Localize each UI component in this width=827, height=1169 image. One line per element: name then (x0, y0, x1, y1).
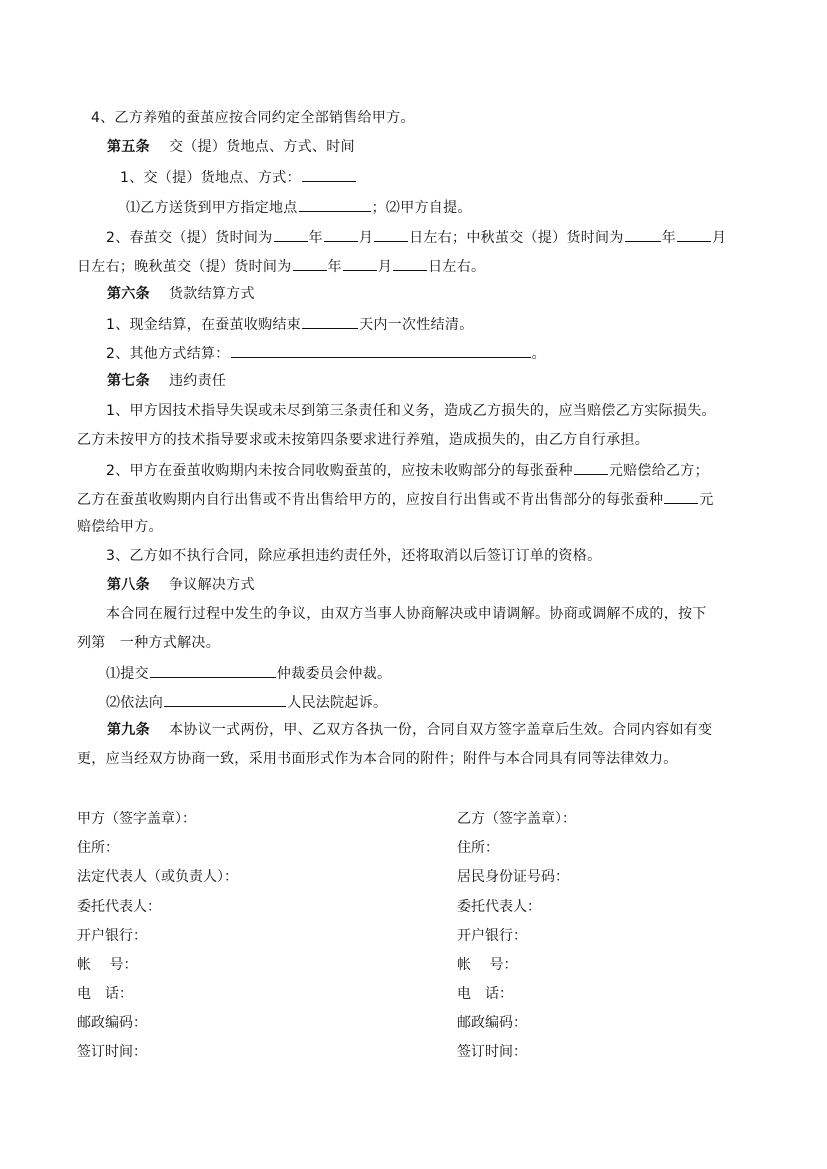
article-8-title: 第八条 (107, 577, 150, 593)
party-b-sign-label: 乙方（签字盖章）： (457, 811, 576, 827)
party-b-address-label: 住所： (457, 840, 499, 856)
article-5-item-2-line-2 (77, 256, 485, 276)
blank-field (393, 256, 427, 271)
article-8-heading (107, 576, 255, 594)
article-8-option-1 (106, 663, 391, 683)
blank-field (150, 663, 276, 678)
article-7-item-2-line-3 (77, 518, 163, 536)
item-text: 2、春茧交（提）货时间为 (106, 230, 273, 246)
article-6-item-2 (106, 343, 546, 363)
item-text: 人民法院起诉。 (287, 695, 388, 711)
article-7-item-2-line-1 (106, 460, 709, 480)
party-b-id-number-label: 居民身份证号码： (457, 869, 569, 885)
party-a-date-label: 签订时间： (77, 1044, 147, 1060)
party-b-phone-label: 电 话： (457, 986, 513, 1002)
item-text: 元 (699, 492, 714, 508)
article-5-item-1-options (126, 197, 472, 217)
month-label: 月 (377, 259, 393, 275)
blank-field (324, 227, 358, 242)
blank-field (625, 227, 661, 242)
item-text: 1、交（提）货地点、方式： (120, 170, 301, 186)
blank-field (231, 343, 531, 358)
party-a-legal-rep-label: 法定代表人（或负责人）： (77, 869, 238, 885)
item-text: 列第 一种方式解决。 (77, 635, 220, 651)
month-label: 月 (358, 230, 374, 246)
party-b-agent-label: 委托代表人： (457, 899, 541, 915)
party-b-postcode-label: 邮政编码： (457, 1015, 527, 1031)
blank-field (343, 256, 377, 271)
article-7-item-2-line-2 (77, 489, 714, 509)
article-8-para-line-1 (106, 605, 707, 623)
article-8-para-line-2 (77, 634, 220, 652)
item-text: 更，应当经双方协商一致，采用书面形式作为本合同的附件；附件与本合同具有同等法律效力。 (77, 751, 678, 767)
article-8-option-2 (106, 692, 387, 712)
option-1-text: ⑴乙方送货到甲方指定地点 (126, 200, 298, 216)
item-text: 赔偿给甲方。 (77, 519, 163, 535)
month-label: 月 (711, 230, 727, 246)
item-text: 天内一次性结清。 (359, 317, 474, 333)
article-8-text: 争议解决方式 (168, 577, 255, 593)
article-7-text: 违约责任 (168, 373, 227, 389)
year-label: 年 (327, 259, 342, 275)
party-a-sign-label: 甲方（签字盖章）： (77, 811, 196, 827)
party-a-account-label: 帐 号： (77, 957, 138, 973)
item-text: 仲裁委员会仲裁。 (276, 666, 392, 682)
clause-text: 4、乙方养殖的蚕茧应按合同约定全部销售给甲方。 (91, 110, 415, 126)
article-6-text: 货款结算方式 (168, 286, 255, 302)
item-text: 本合同在履行过程中发生的争议，由双方当事人协商解决或申请调解。协商或调解不成的，按下 (106, 606, 707, 622)
item-text: 2、甲方在蚕茧收购期内未按合同收购蚕茧的，应按未收购部分的每张蚕种 (106, 463, 573, 479)
clause-4-4 (91, 109, 415, 127)
party-b-bank-label: 开户银行： (457, 928, 527, 944)
item-text: 。 (531, 346, 546, 362)
option-2-text: ；⑵甲方自提。 (371, 200, 472, 216)
article-9-text: 本协议一式两份，甲、乙双方各执一份，合同自双方签字盖章后生效。合同内容如有变 (168, 722, 713, 738)
article-9-line-2 (77, 750, 678, 768)
article-7-title: 第七条 (107, 373, 150, 389)
item-text: ⑵依法向 (106, 695, 164, 711)
blank-field (274, 227, 308, 242)
article-6-heading (107, 285, 255, 303)
party-a-phone-label: 电 话： (77, 986, 133, 1002)
article-5-item-1 (120, 167, 357, 187)
party-a-bank-label: 开户银行： (77, 928, 147, 944)
item-text: 3、乙方如不执行合同，除应承担违约责任外，还将取消以后签订订单的资格。 (106, 548, 602, 564)
item-text: 日左右；中秋茧交（提）货时间为 (409, 230, 624, 246)
article-9-title: 第九条 (107, 722, 150, 738)
year-label: 年 (661, 230, 676, 246)
blank-field (293, 256, 327, 271)
blank-field (299, 197, 371, 212)
party-a-address-label: 住所： (77, 840, 119, 856)
article-9-line-1 (107, 721, 712, 739)
item-text: 日左右；晚秋茧交（提）货时间为 (77, 259, 292, 275)
blank-field (164, 692, 286, 707)
article-7-heading (107, 372, 226, 390)
item-text: 元赔偿给乙方； (608, 463, 709, 479)
blank-field (677, 227, 711, 242)
blank-field (374, 227, 408, 242)
article-5-text: 交（提）货地点、方式、时间 (168, 139, 355, 155)
blank-field (664, 489, 698, 504)
item-text: 乙方在蚕茧收购期内自行出售或不肯出售给甲方的，应按自行出售或不肯出售部分的每张蚕种 (77, 492, 664, 508)
article-5-item-2-line-1 (106, 227, 726, 247)
article-6-title: 第六条 (107, 286, 150, 302)
blank-field (302, 167, 356, 182)
blank-field (302, 314, 358, 329)
party-b-account-label: 帐 号： (457, 957, 518, 973)
blank-field (574, 460, 608, 475)
item-text: 1、现金结算，在蚕茧收购结束 (106, 317, 302, 333)
article-5-heading (107, 138, 355, 156)
article-7-item-1-line-1 (106, 402, 716, 420)
article-7-item-1-line-2 (77, 431, 649, 449)
article-7-item-3 (106, 547, 601, 565)
party-a-postcode-label: 邮政编码： (77, 1015, 147, 1031)
item-text: 1、甲方因技术指导失误或未尽到第三条责任和义务，造成乙方损失的，应当赔偿乙方实际损失。 (106, 403, 716, 419)
item-text: ⑴提交 (106, 666, 149, 682)
year-label: 年 (308, 230, 323, 246)
item-text: 日左右。 (428, 259, 486, 275)
party-b-date-label: 签订时间： (457, 1044, 527, 1060)
article-6-item-1 (106, 314, 474, 334)
item-text: 乙方未按甲方的技术指导要求或未按第四条要求进行养殖，造成损失的，由乙方自行承担。 (77, 432, 649, 448)
party-a-agent-label: 委托代表人： (77, 899, 161, 915)
article-5-title: 第五条 (107, 139, 150, 155)
item-text: 2、其他方式结算： (106, 346, 230, 362)
